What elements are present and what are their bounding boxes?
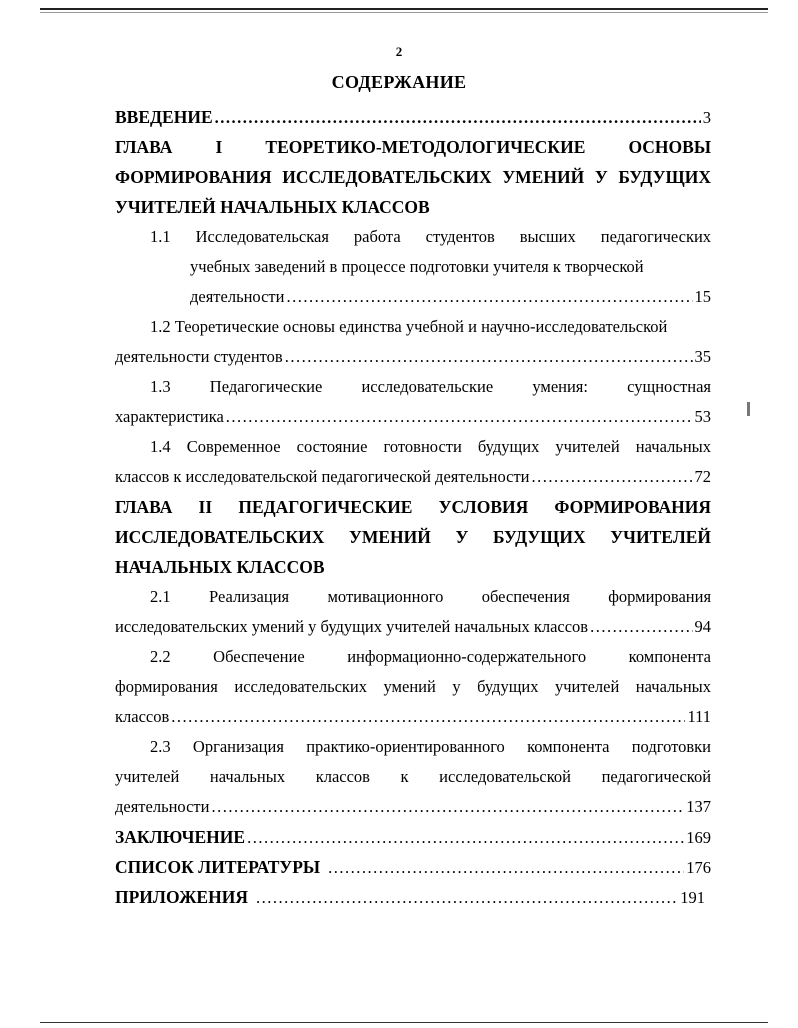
word: ПЕДАГОГИЧЕСКИЕ (238, 497, 413, 517)
toc-entry-appendices[interactable] (115, 882, 705, 912)
word: Исследовательская (195, 227, 329, 246)
word: УЧИТЕЛЕЙ (610, 527, 711, 547)
word: ГЛАВА (115, 497, 173, 517)
toc-section-1-1-line-1[interactable] (150, 222, 711, 252)
toc-leader-dots (286, 282, 692, 312)
word: исследовательские (361, 377, 494, 396)
toc-entry-label: исследовательских умений у будущих учителей начальных классов (115, 617, 589, 636)
word: ОСНОВЫ (628, 137, 711, 157)
toc-entry-intro[interactable] (115, 102, 711, 132)
scan-edge-top (40, 8, 768, 10)
word: Педагогические (209, 377, 323, 396)
toc-entry-label: характеристика (115, 407, 224, 426)
word: исследовательской (439, 767, 571, 786)
toc-entry-label: деятельности студентов (115, 347, 283, 366)
toc-page-number: 15 (694, 287, 711, 306)
toc-entry-label: ВВЕДЕНИЕ (115, 107, 213, 127)
toc-entry-label: деятельности (115, 797, 210, 816)
toc-page-number: 35 (694, 347, 711, 366)
word: начальных (209, 767, 286, 786)
toc-chapter-1-line-1[interactable] (115, 132, 711, 162)
word: сущностная (627, 377, 711, 396)
scan-edge-bottom (40, 1022, 768, 1023)
toc-entry-label: классов к исследовательской педагогической деятельности (115, 467, 530, 486)
toc-page-number: 137 (686, 797, 711, 816)
toc-section-1-1-line-2[interactable]: учебных заведений в процессе подготовки учителя к творческой (190, 257, 644, 276)
toc-section-2-1-line-1[interactable] (150, 582, 711, 612)
toc-section-1-4-line-1[interactable]: 1.4 Современное состояние готовности будущих учителей начальных (150, 437, 711, 456)
toc-page-number: 53 (694, 407, 711, 426)
word: обеспечения (481, 587, 570, 606)
word: Реализация (209, 587, 290, 606)
toc-page-number: 72 (694, 467, 711, 486)
word: компонента (628, 647, 711, 666)
word: работа (353, 227, 401, 246)
toc-section-2-2-line-3[interactable] (115, 702, 711, 732)
page-title: СОДЕРЖАНИЕ (331, 72, 467, 92)
toc-entry-label: 1.2 Теоретические основы единства учебной и научно-исследовательской (150, 317, 668, 336)
scan-mark (747, 402, 750, 416)
word: студентов (425, 227, 495, 246)
word: I (215, 137, 223, 157)
word: 2.1 (150, 587, 171, 606)
toc-leader-dots (215, 103, 701, 132)
toc-section-1-1-line-3[interactable] (190, 282, 711, 312)
toc-chapter-2-line-3[interactable]: НАЧАЛЬНЫХ КЛАССОВ (115, 557, 325, 577)
toc-leader-dots (171, 702, 685, 732)
toc-leader-dots (590, 612, 692, 642)
toc-chapter-2-line-2[interactable] (115, 522, 711, 552)
toc-section-1-3-line-1[interactable] (150, 372, 711, 402)
word: информационно-содержательного (347, 647, 587, 666)
toc-page-number: 94 (694, 617, 711, 636)
toc-section-2-3-line-1[interactable]: 2.3 Организация практико-ориентированного компонента подготовки (150, 737, 711, 756)
scan-edge-top-secondary (40, 12, 768, 13)
toc-page-number: 111 (687, 707, 711, 726)
word: 2.2 (150, 647, 171, 666)
word: к (400, 767, 409, 786)
word: мотивационного (327, 587, 444, 606)
word: ТЕОРЕТИКО-МЕТОДОЛОГИЧЕСКИЕ (265, 137, 586, 157)
toc-entry-conclusion[interactable] (115, 822, 711, 852)
word: Обеспечение (213, 647, 305, 666)
toc-section-2-2-line-1[interactable] (150, 642, 711, 672)
toc-section-2-1-line-2[interactable] (115, 612, 711, 642)
toc-leader-dots (328, 853, 684, 882)
toc-page-number: 176 (686, 858, 711, 877)
word: ФОРМИРОВАНИЯ (554, 497, 711, 517)
toc-entry-label: деятельности (190, 287, 285, 306)
word: 1.3 (150, 377, 171, 396)
word: БУДУЩИХ (493, 527, 586, 547)
word: УМЕНИЙ (349, 527, 431, 547)
toc-leader-dots (285, 342, 693, 372)
toc-section-2-3-line-2[interactable] (115, 762, 711, 792)
word: классов (315, 767, 370, 786)
toc-chapter-1-line-3[interactable]: УЧИТЕЛЕЙ НАЧАЛЬНЫХ КЛАССОВ (115, 197, 430, 217)
toc-page-number: 169 (686, 828, 711, 847)
word: ИССЛЕДОВАТЕЛЬСКИХ (115, 527, 325, 547)
toc-page-number: 3 (702, 108, 711, 127)
toc-section-1-4-line-2[interactable] (115, 462, 711, 492)
toc-section-2-3-line-3[interactable] (115, 792, 711, 822)
toc-leader-dots (211, 792, 684, 822)
toc-page-number: 191 (680, 888, 705, 907)
toc-leader-dots (226, 402, 693, 432)
word: педагогических (600, 227, 711, 246)
word: высших (519, 227, 576, 246)
toc-section-1-2-line-1[interactable] (115, 312, 711, 342)
toc-chapter-1-line-2[interactable]: ФОРМИРОВАНИЯ ИССЛЕДОВАТЕЛЬСКИХ УМЕНИЙ У БУДУЩИХ (115, 167, 711, 187)
word: УСЛОВИЯ (438, 497, 529, 517)
toc-leader-dots (247, 823, 684, 852)
word: педагогической (601, 767, 711, 786)
word: умения: (532, 377, 588, 396)
page-number: 2 (395, 44, 403, 59)
toc-leader-dots (256, 883, 678, 912)
toc-leader-dots (532, 462, 693, 492)
toc-entry-label: СПИСОК ЛИТЕРАТУРЫ (115, 857, 321, 877)
word: формирования (608, 587, 711, 606)
word: 1.1 (150, 227, 171, 246)
toc-entry-label: ЗАКЛЮЧЕНИЕ (115, 827, 246, 847)
word: У (455, 527, 469, 547)
toc-entry-label: ПРИЛОЖЕНИЯ (115, 887, 248, 907)
word: учителей (115, 767, 180, 786)
toc-section-1-2-line-2[interactable] (115, 342, 711, 372)
toc-chapter-2-line-1[interactable] (115, 492, 711, 522)
toc-entry-label: классов (115, 707, 170, 726)
toc-section-1-3-line-2[interactable] (115, 402, 711, 432)
toc-section-2-2-line-2[interactable]: формирования исследовательских умений у будущих учителей начальных (115, 677, 711, 696)
word: ГЛАВА (115, 137, 173, 157)
toc-entry-references[interactable] (115, 852, 711, 882)
word: II (198, 497, 213, 517)
